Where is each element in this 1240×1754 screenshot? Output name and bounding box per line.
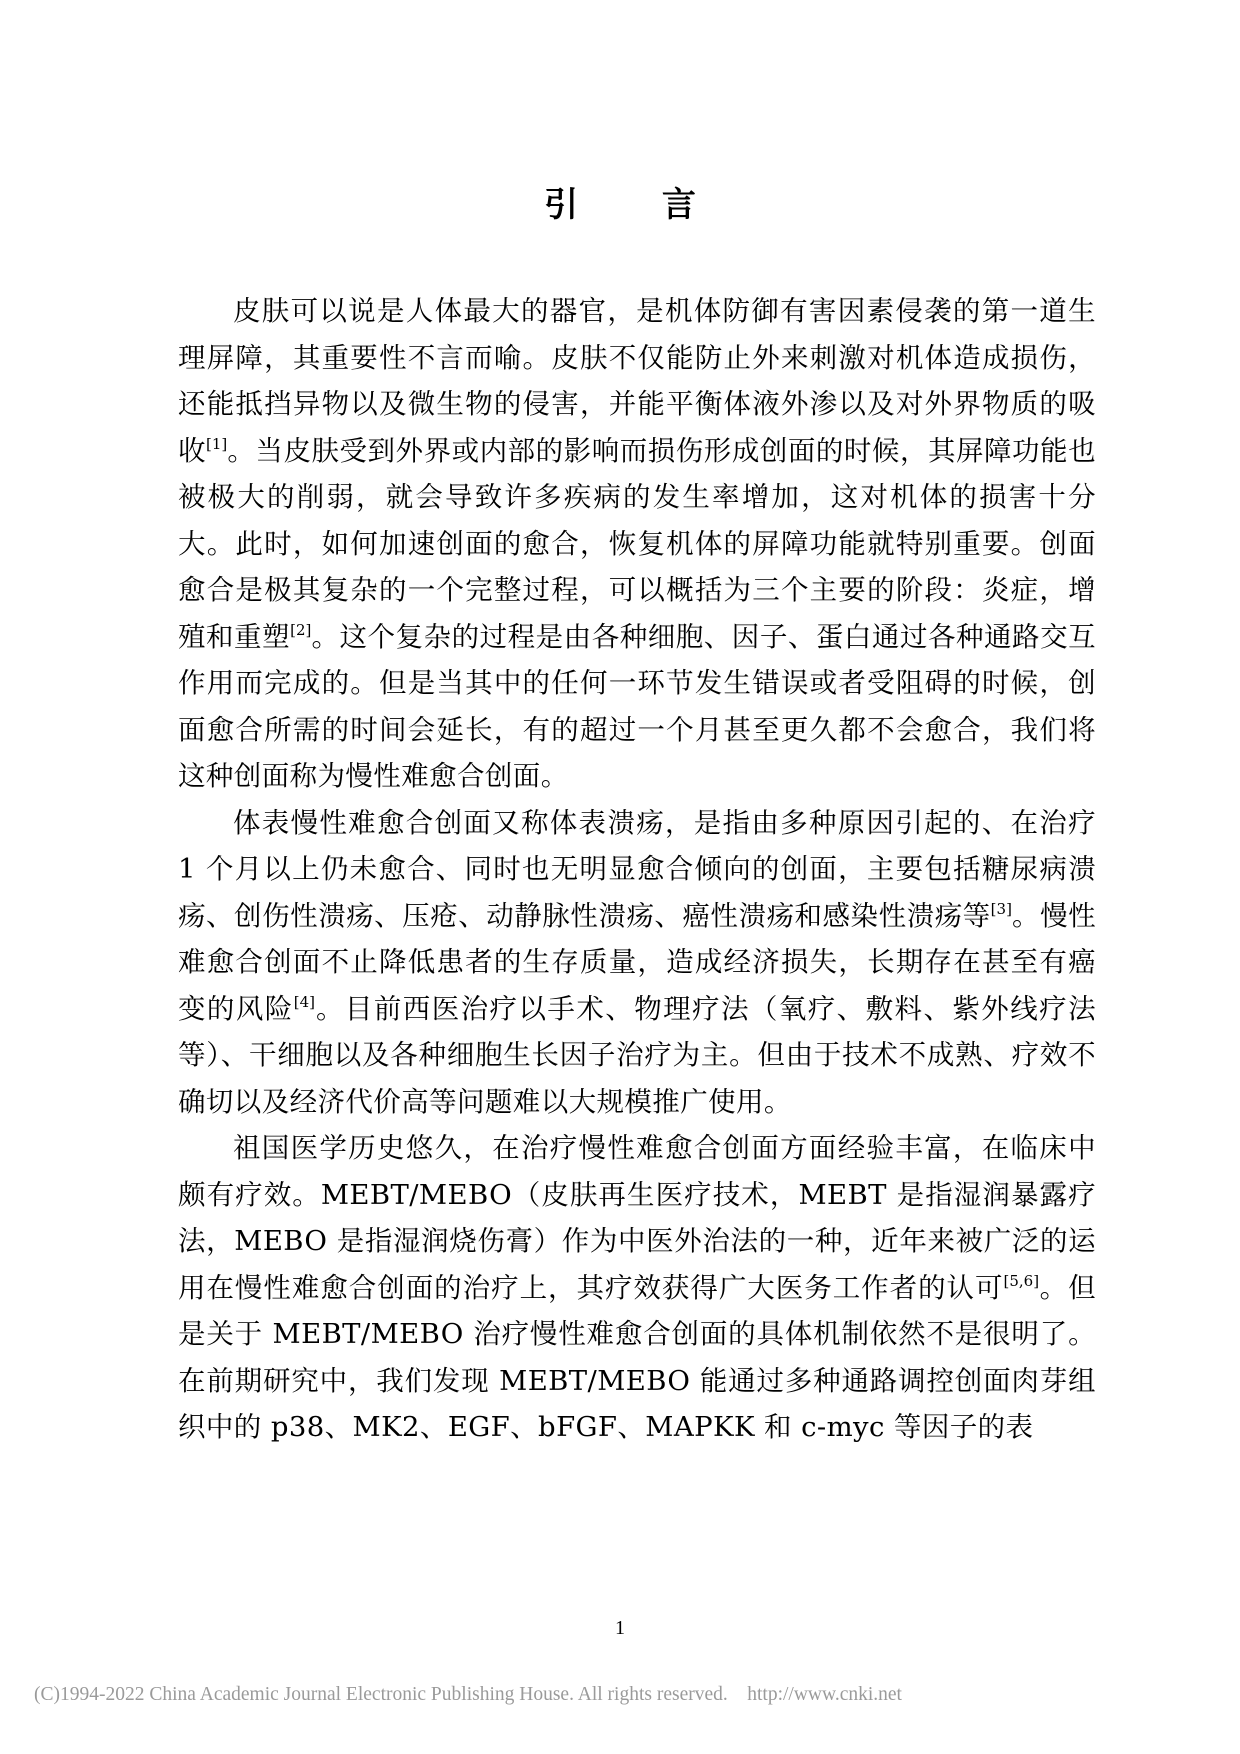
paragraph	[178, 1125, 1096, 1451]
text-segment: 。这个复杂的过程是由各种细胞、因子、蛋白通过各种通路交互作用而完成的。但是当其中的任何一环节发生错误或者受阻碍的时候，创面愈合所需的时间会延长，有的超过一个月甚至更久都不会愈合，我们将这种创面称为慢性难愈合创面。	[178, 620, 1096, 792]
text-segment: 。慢性难愈合创面不止降低患者的生存质量，造成经济损失，长期存在甚至有癌变的风险	[178, 899, 1096, 1025]
citation: [3]	[990, 899, 1012, 918]
citation: [1]	[206, 434, 228, 453]
paragraph	[178, 288, 1096, 800]
citation: [5,6]	[1003, 1271, 1040, 1290]
text-segment: 体表慢性难愈合创面又称体表溃疡，是指由多种原因引起的、在治疗 1 个月以上仍未愈合、同时也无明显愈合倾向的创面，主要包括糖尿病溃疡、创伤性溃疡、压疮、动静脉性溃疡、癌性溃疡和感染性溃疡等	[178, 806, 1096, 932]
body-text	[178, 288, 1096, 1451]
citation: [2]	[290, 620, 312, 639]
text-segment: 皮肤可以说是人体最大的器官，是机体防御有害因素侵袭的第一道生理屏障，其重要性不言而喻。皮肤不仅能防止外来刺激对机体造成损伤，还能抵挡异物以及微生物的侵害，并能平衡体液外渗以及对外界物质的吸收	[178, 295, 1096, 467]
page-number: 1	[615, 1617, 625, 1639]
text-segment: 。但是关于 MEBT/MEBO 治疗慢性难愈合创面的具体机制依然不是很明了。在前期研究中，我们发现 MEBT/MEBO 能通过多种通路调控创面肉芽组织中的 p38、MK2、EGF、bFGF、MAPKK 和 c-myc 等因子的表	[178, 1271, 1096, 1443]
copyright-footer: (C)1994-2022 China Academic Journal Electronic Publishing House. All rights reserved. http://www.cnki.net	[34, 1684, 902, 1705]
page-title: 引 言	[544, 185, 732, 225]
text-segment: 。目前西医治疗以手术、物理疗法（氧疗、敷料、紫外线疗法等）、干细胞以及各种细胞生长因子治疗为主。但由于技术不成熟、疗效不确切以及经济代价高等问题难以大规模推广使用。	[178, 992, 1096, 1118]
citation: [4]	[293, 992, 315, 1011]
paragraph	[178, 800, 1096, 1126]
text-segment: 。当皮肤受到外界或内部的影响而损伤形成创面的时候，其屏障功能也被极大的削弱，就会导致许多疾病的发生率增加，这对机体的损害十分大。此时，如何加速创面的愈合，恢复机体的屏障功能就特别重要。创面愈合是极其复杂的一个完整过程，可以概括为三个主要的阶段：炎症，增殖和重塑	[178, 434, 1096, 653]
text-segment: 祖国医学历史悠久，在治疗慢性难愈合创面方面经验丰富，在临床中颇有疗效。MEBT/MEBO（皮肤再生医疗技术，MEBT 是指湿润暴露疗法，MEBO 是指湿润烧伤膏）作为中医外治法的一种，近年来被广泛的运用在慢性难愈合创面的治疗上，其疗效获得广大医务工作者的认可	[178, 1132, 1096, 1304]
